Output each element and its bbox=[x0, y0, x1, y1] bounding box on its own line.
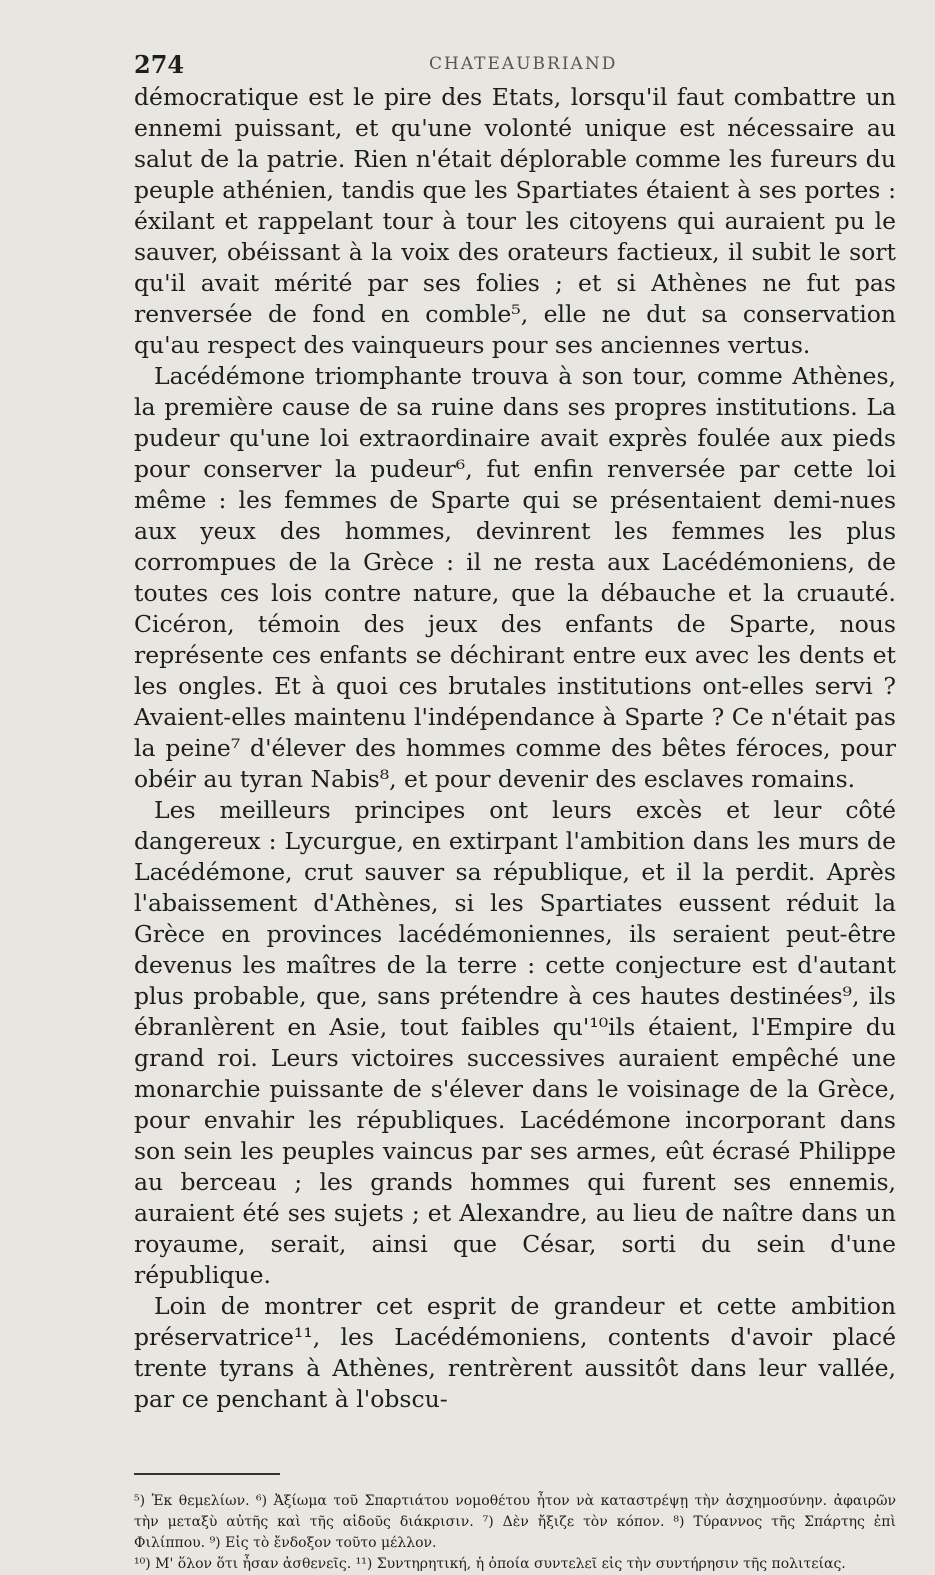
paragraph: démocratique est le pire des Etats, lorsqu'il faut combattre un ennemi puissant, et qu'une volonté unique est nécessaire au salut de la patrie. Rien n'était déplorable comme les fureurs du peuple athénien, tandis que les Spartiates étaient à ses portes : éxilant et rappelant tour à tour les citoyens qui auraient pu le sauver, obéissant à la voix des orateurs factieux, il subit le sort qu'il avait mérité par ses folies ; et si Athènes ne fut pas renversée de fond en comble⁵, elle ne dut sa conservation qu'au respect des vainqueurs pour ses anciennes vertus. bbox=[134, 83, 896, 359]
footnotes bbox=[134, 1491, 896, 1575]
main-text bbox=[134, 82, 896, 1415]
page-number: 274 bbox=[134, 50, 185, 79]
page-header bbox=[134, 50, 895, 82]
running-head: CHATEAUBRIAND bbox=[429, 54, 618, 74]
footnote-divider bbox=[134, 1473, 280, 1475]
paragraph: Les meilleurs principes ont leurs excès et leur côté dangereux : Lycurgue, en extirpant l'ambition dans les murs de Lacédémone, crut sauver sa république, et il la perdit. Après l'abaissement d'Athènes, si les Spartiates eussent réduit la Grèce en provinces lacédémoniennes, ils seraient peut-être devenus les maîtres de la terre : cette conjecture est d'autant plus probable, que, sans prétendre à ces hautes destinées⁹, ils ébranlèrent en Asie, tout faibles qu'¹⁰ils étaient, l'Empire du grand roi. Leurs victoires successives auraient empêché une monarchie puissante de s'élever dans le voisinage de la Grèce, pour envahir les républiques. Lacédémone incorporant dans son sein les peuples vaincus par ses armes, eût écrasé Philippe au berceau ; les grands hommes qui furent ses ennemis, auraient été ses sujets ; et Alexandre, au lieu de naître dans un royaume, serait, ainsi que César, sorti du sein d'une république. bbox=[134, 796, 896, 1289]
footnote: ¹⁰) Μ' ὅλον ὅτι ἦσαν ἀσθενεῖς. ¹¹) Συντηρητική, ἡ ὁποία συντελεῖ εἰς τὴν συντήρησιν τῆς πολιτείας. bbox=[134, 1556, 846, 1572]
paragraph: Lacédémone triomphante trouva à son tour, comme Athènes, la première cause de sa ruine dans ses propres institutions. La pudeur qu'une loi extraordinaire avait exprès foulée aux pieds pour conserver la pudeur⁶, fut enfin renversée par cette loi même : les femmes de Sparte qui se présentaient demi-nues aux yeux des hommes, devinrent les femmes les plus corrompues de la Grèce : il ne resta aux Lacédémoniens, de toutes ces lois contre nature, que la débauche et la cruauté. Cicéron, témoin des jeux des enfants de Sparte, nous représente ces enfants se déchirant entre eux avec les dents et les ongles. Et à quoi ces brutales institutions ont-elles servi ? Avaient-elles maintenu l'indépendance à Sparte ? Ce n'était pas la peine⁷ d'élever des hommes comme des bêtes féroces, pour obéir au tyran Nabis⁸, et pour devenir des esclaves romains. bbox=[134, 362, 896, 793]
paragraph: Loin de montrer cet esprit de grandeur et cette ambition préservatrice¹¹, les Lacédémoniens, contents d'avoir placé trente tyrans à Athènes, rentrèrent aussitôt dans leur vallée, par ce penchant à l'obscu- bbox=[134, 1292, 896, 1413]
footnote: ⁵) Ἐκ θεμελίων. ⁶) Ἀξίωμα τοῦ Σπαρτιάτου νομοθέτου ἦτον νὰ καταστρέψῃ τὴν ἀσχημοσύνην. ἀφαιρῶν τὴν μεταξὺ αὐτῆς καὶ τῆς αἰδοῦς διάκρισιν. ⁷) Δὲν ἤξιζε τὸν κόπον. ⁸) Τύραννος τῆς Σπάρτης ἐπὶ Φιλίππου. ⁹) Εἰς τὸ ἔνδοξον τοῦτο μέλλον. bbox=[134, 1493, 896, 1551]
